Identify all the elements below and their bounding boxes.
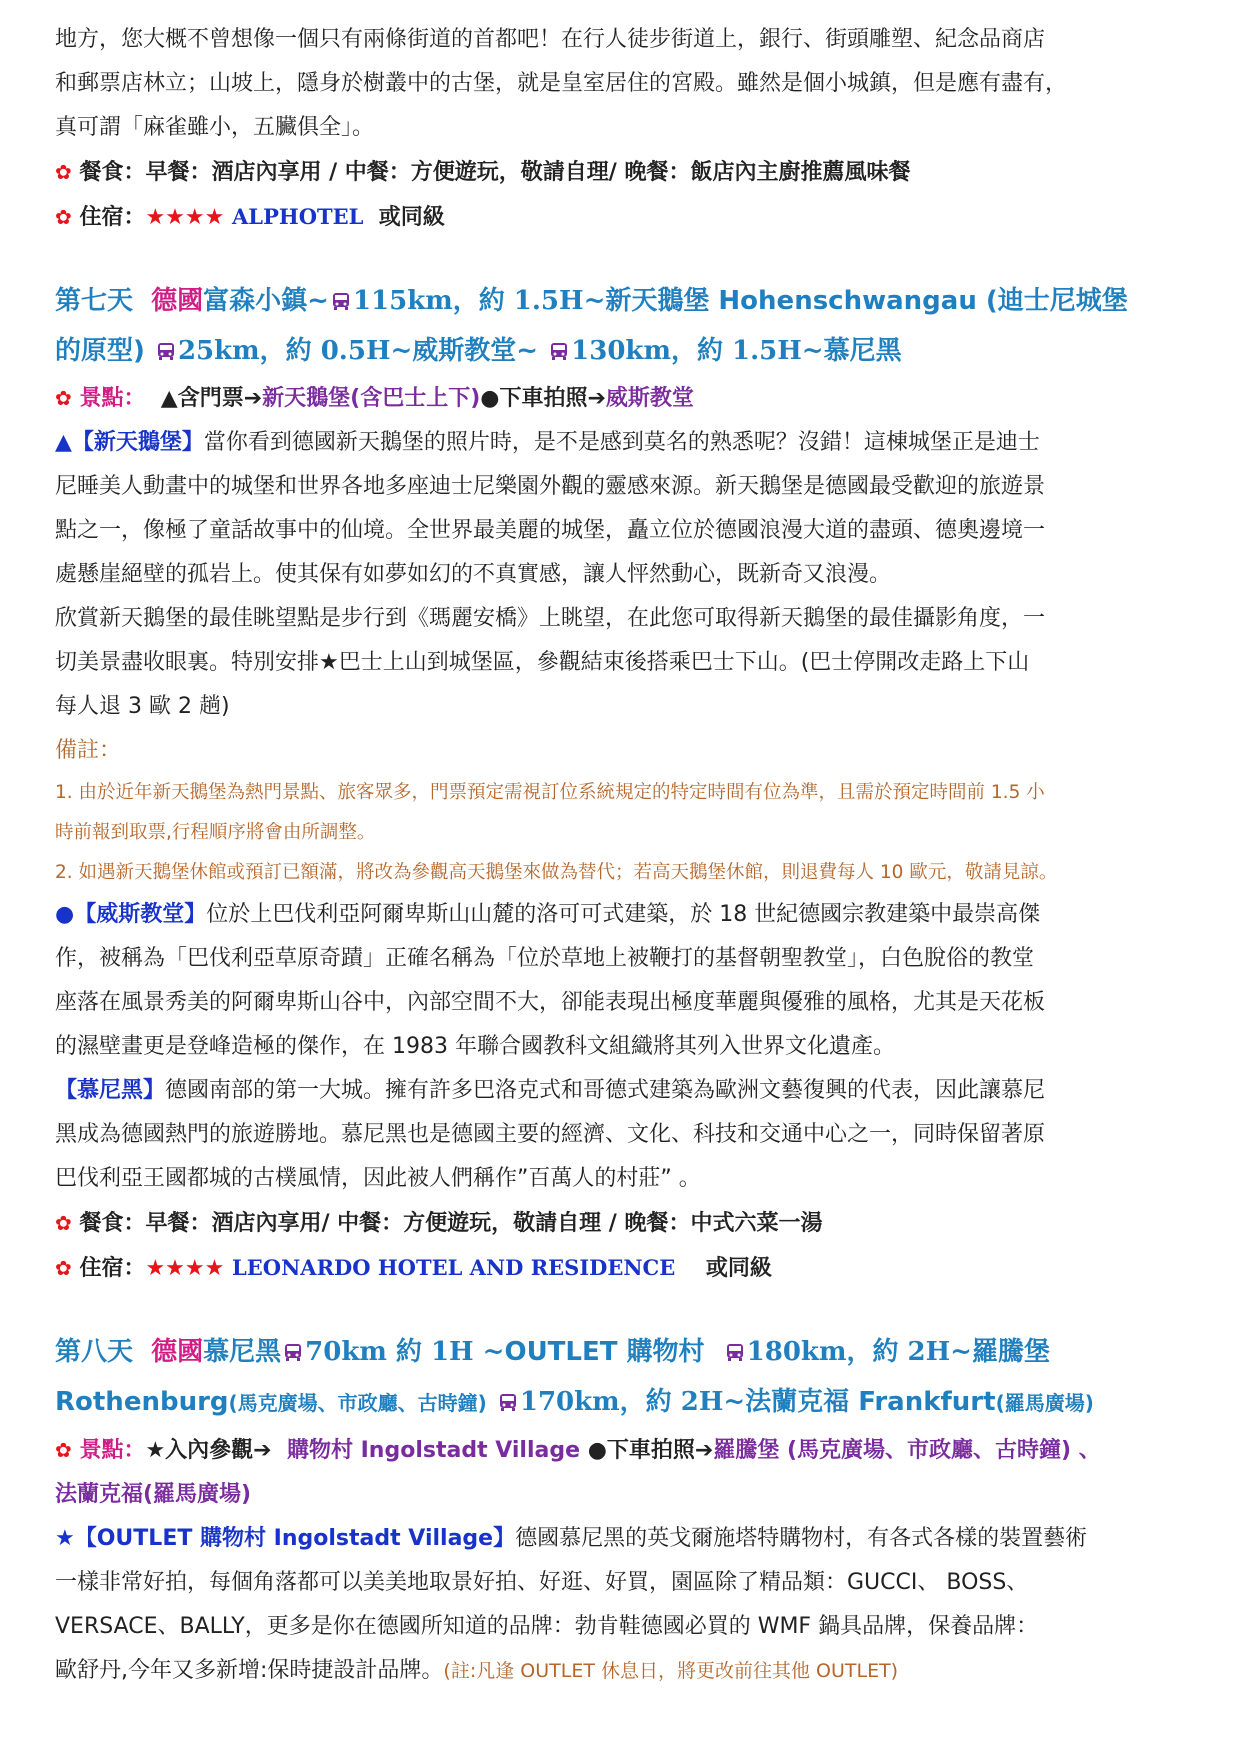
text-line: 巴伐利亞王國都城的古樸風情，因此被人們稱作”百萬人的村莊” 。 xyxy=(55,1166,701,1191)
text-line: 一樣非常好拍，每個角落都可以美美地取景好拍、好逛、好買，園區除了精品類：GUCCI、 BOSS、 xyxy=(55,1570,1029,1595)
remark-label: 備註： xyxy=(55,738,122,763)
text-line: 作，被稱為「巴伐利亞草原奇蹟」正確名稱為「位於草地上被鞭打的基督朝聖教堂」，白色脫俗的教堂 xyxy=(55,946,1035,971)
remark-item: 1. 由於近年新天鵝堡為熱門景點、旅客眾多，門票預定需視訂位系統規定的特定時間有位為準，且需於預定時間前 1.5 小 xyxy=(55,782,1045,803)
text-line: VERSACE、BALLY，更多是你在德國所知道的品牌：勃肯鞋德國必買的 WMF 鍋具品牌，保養品牌： xyxy=(55,1614,1039,1639)
text-line: 尼睡美人動畫中的城堡和世界各地多座迪士尼樂園外觀的靈感來源。新天鵝堡是德國最受歡迎的旅遊景 xyxy=(55,474,1046,499)
sights-row: ✿ 景點： ▲含門票➔新天鵝堡(含巴士上下)●下車拍照➔威斯教堂 xyxy=(55,386,694,411)
wies-paragraph: ●【威斯教堂】位於上巴伐利亞阿爾卑斯山山麓的洛可可式建築，於 18 世紀德國宗教建築中最崇高傑 xyxy=(55,902,1041,927)
meals-row: ✿ 餐食：早餐：酒店內享用 / 中餐：方便遊玩，敬請自理/ 晚餐：飯店內主廚推薦風味餐 xyxy=(55,160,911,185)
day7-heading: 第七天 德國富森小鎮~ 115km，約 1.5H~新天鵝堡 Hohenschwangau (迪士尼城堡 xyxy=(55,286,1128,316)
flower-icon: ✿ xyxy=(55,205,72,229)
day8-heading-cont: Rothenburg(馬克廣場、市政廳、古時鐘) 170km，約 2H~法蘭克福 Frankfurt(羅馬廣場) xyxy=(55,1387,1094,1417)
bus-icon xyxy=(283,1343,303,1362)
flower-icon: ✿ xyxy=(55,386,72,410)
star-rating: ★★★★ xyxy=(145,205,225,230)
remark-item: 2. 如遇新天鵝堡休館或預訂已額滿，將改為參觀高天鵝堡來做為替代；若高天鵝堡休館，則退費每人 10 歐元，敬請見諒。 xyxy=(55,862,1058,883)
stay-row: ✿ 住宿：★★★★ LEONARDO HOTEL AND RESIDENCE 或同級 xyxy=(55,1255,772,1281)
day7-heading-cont: 的原型) 25km，約 0.5H~威斯教堂~ 130km，約 1.5H~慕尼黑 xyxy=(55,336,902,366)
star-rating: ★★★★ xyxy=(145,1256,225,1281)
text-line: 處懸崖絕壁的孤岩上。使其保有如夢如幻的不真實感，讓人怦然動心，既新奇又浪漫。 xyxy=(55,562,892,587)
text-line: 欣賞新天鵝堡的最佳眺望點是步行到《瑪麗安橋》上眺望，在此您可取得新天鵝堡的最佳攝影角度，一 xyxy=(55,606,1046,631)
section-title: ★【OUTLET 購物村 Ingolstadt Village】 xyxy=(55,1526,516,1551)
bus-icon xyxy=(156,342,176,361)
intro-line: 和郵票店林立；山坡上，隱身於樹叢中的古堡，就是皇室居住的宮殿。雖然是個小城鎮，但是應有盡有， xyxy=(55,71,1068,96)
stay-row: ✿ 住宿：★★★★ ALPHOTEL 或同級 xyxy=(55,204,445,230)
bus-icon xyxy=(331,292,351,311)
section-title: ▲【新天鵝堡】 xyxy=(55,430,204,455)
hotel-name: ALPHOTEL xyxy=(232,204,364,229)
sights-row: ✿ 景點：★入內參觀➔ 購物村 Ingolstadt Village ●下車拍照➔羅騰堡 (馬克廣場、市政廳、古時鐘) 、 xyxy=(55,1438,1101,1463)
outlet-note: (註:凡逢 OUTLET 休息日，將更改前往其他 OUTLET) xyxy=(443,1660,899,1682)
section-title: ●【威斯教堂】 xyxy=(55,902,207,927)
text-line: 座落在風景秀美的阿爾卑斯山谷中，內部空間不大，卻能表現出極度華麗與優雅的風格，尤其是天花板 xyxy=(55,990,1046,1015)
day8-heading: 第八天 德國慕尼黑 70km 約 1H ~OUTLET 購物村 180km，約 2H~羅騰堡 xyxy=(55,1337,1050,1367)
sights-row-cont: 法蘭克福(羅馬廣場) xyxy=(55,1482,252,1507)
neuschwanstein-paragraph: ▲【新天鵝堡】當你看到德國新天鵝堡的照片時，是不是感到莫名的熟悉呢？沒錯！這棟城堡正是迪士 xyxy=(55,430,1040,455)
text-line: 黑成為德國熱門的旅遊勝地。慕尼黑也是德國主要的經濟、文化、科技和交通中心之一，同時保留著原 xyxy=(55,1122,1046,1147)
remark-item: 時前報到取票,行程順序將會由所調整。 xyxy=(55,822,376,843)
meals-row: ✿ 餐食：早餐：酒店內享用/ 中餐：方便遊玩，敬請自理 / 晚餐：中式六菜一湯 xyxy=(55,1211,823,1236)
section-title: 【慕尼黑】 xyxy=(55,1078,166,1103)
text-line: 點之一，像極了童話故事中的仙境。全世界最美麗的城堡，矗立位於德國浪漫大道的盡頭、德奧邊境一 xyxy=(55,518,1046,543)
text-line: 的濕壁畫更是登峰造極的傑作，在 1983 年聯合國教科文組織將其列入世界文化遺產。 xyxy=(55,1034,895,1059)
intro-line: 真可謂「麻雀雖小，五臟俱全」。 xyxy=(55,115,375,140)
bus-icon xyxy=(725,1343,745,1362)
itinerary-page xyxy=(55,18,1185,1693)
text-line: 切美景盡收眼裏。特別安排★巴士上山到城堡區，參觀結束後搭乘巴士下山。(巴士停開改走路上下山 xyxy=(55,650,1030,675)
flower-icon: ✿ xyxy=(55,1438,72,1462)
text-line: 歐舒丹,今年又多新增:保時捷設計品牌。(註:凡逢 OUTLET 休息日，將更改前往其他 OUTLET) xyxy=(55,1658,899,1683)
munich-paragraph: 【慕尼黑】德國南部的第一大城。擁有許多巴洛克式和哥德式建築為歐洲文藝復興的代表，因此讓慕尼 xyxy=(55,1078,1046,1103)
bus-icon xyxy=(498,1393,518,1412)
outlet-paragraph: ★【OUTLET 購物村 Ingolstadt Village】德國慕尼黑的英戈爾施塔特購物村，有各式各樣的裝置藝術 xyxy=(55,1526,1088,1551)
flower-icon: ✿ xyxy=(55,1256,72,1280)
bus-icon xyxy=(549,342,569,361)
flower-icon: ✿ xyxy=(55,1211,72,1235)
intro-line: 地方，您大概不曾想像一個只有兩條街道的首都吧！在行人徒步街道上，銀行、街頭雕塑、紀念品商店 xyxy=(55,27,1046,52)
text-line: 每人退 3 歐 2 趟) xyxy=(55,694,230,719)
flower-icon: ✿ xyxy=(55,160,72,184)
hotel-name: LEONARDO HOTEL AND RESIDENCE xyxy=(232,1255,676,1280)
